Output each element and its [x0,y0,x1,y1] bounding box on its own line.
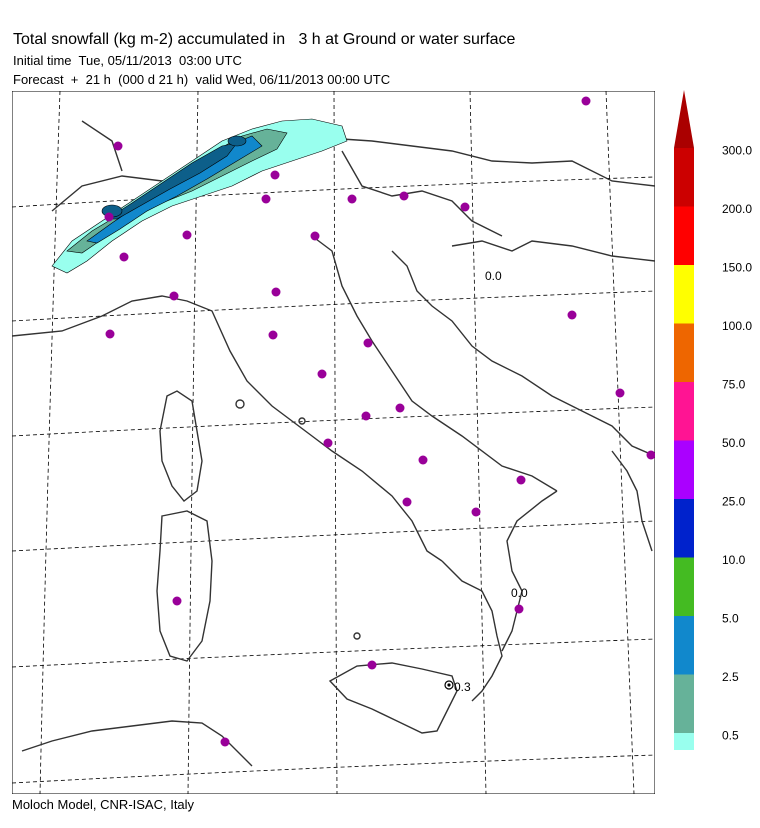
legend-value-label: 0.5 [722,728,739,743]
station-dot [114,142,123,151]
legend-overflow-triangle [674,90,694,148]
initial-time-label: Initial time Tue, 05/11/2013 03:00 UTC [13,53,242,68]
station-dot [582,97,591,106]
legend-color-box [674,324,694,383]
station-dot [403,498,412,507]
legend-value-label: 150.0 [722,260,753,275]
station-dot [106,330,115,339]
contour-label: 0.0 [511,586,528,600]
map-title: Total snowfall (kg m-2) accumulated in 3 h at Ground or water surface [13,31,516,48]
station-dot [368,661,377,670]
station-dot [515,605,524,614]
station-dot [396,404,405,413]
legend-color-box [674,382,694,441]
forecast-validity-label: Forecast + 21 h (000 d 21 h) valid Wed, 06/11/2013 00:00 UTC [13,72,391,87]
legend-value-label: 75.0 [722,377,746,392]
station-dot [271,171,280,180]
contour-label: 0.0 [485,269,502,283]
legend-color-box [674,499,694,558]
legend-color-box [674,675,694,734]
station-dot [262,195,271,204]
station-dot [568,311,577,320]
station-dot [400,192,409,201]
station-dot [272,288,281,297]
snowfall-map [12,91,655,794]
station-dot [348,195,357,204]
station-dot [183,231,192,240]
station-dot [120,253,129,262]
station-dot [324,439,333,448]
station-dot [269,331,278,340]
legend-color-box [674,265,694,324]
legend-value-label: 25.0 [722,494,746,509]
station-dot [517,476,526,485]
station-dot [311,232,320,241]
legend-color-box [674,558,694,617]
contour-label: 0.3 [454,680,471,694]
station-dot [318,370,327,379]
legend-color-box [674,148,694,207]
model-credit: Moloch Model, CNR-ISAC, Italy [12,797,195,812]
legend-value-label: 200.0 [722,202,753,216]
legend-value-label: 10.0 [722,553,746,567]
legend-color-box [674,441,694,500]
legend-color-box [674,616,694,675]
station-dot [616,389,625,398]
station-dot [221,738,230,747]
station-dot [170,292,179,301]
observation-symbol [445,681,453,689]
station-dot [472,508,481,517]
legend-value-label: 100.0 [722,319,753,333]
legend-color-box [674,207,694,266]
legend-value-label: 5.0 [722,611,739,626]
station-dot [105,213,114,222]
station-dot [419,456,428,465]
legend-value-label: 50.0 [722,436,746,450]
station-dot [362,412,371,421]
station-dot [364,339,373,348]
color-legend [660,80,760,750]
legend-value-label: 300.0 [722,143,753,158]
station-dot [461,203,470,212]
station-dot [173,597,182,606]
legend-value-label: 2.5 [722,670,739,684]
legend-color-box [674,733,694,750]
